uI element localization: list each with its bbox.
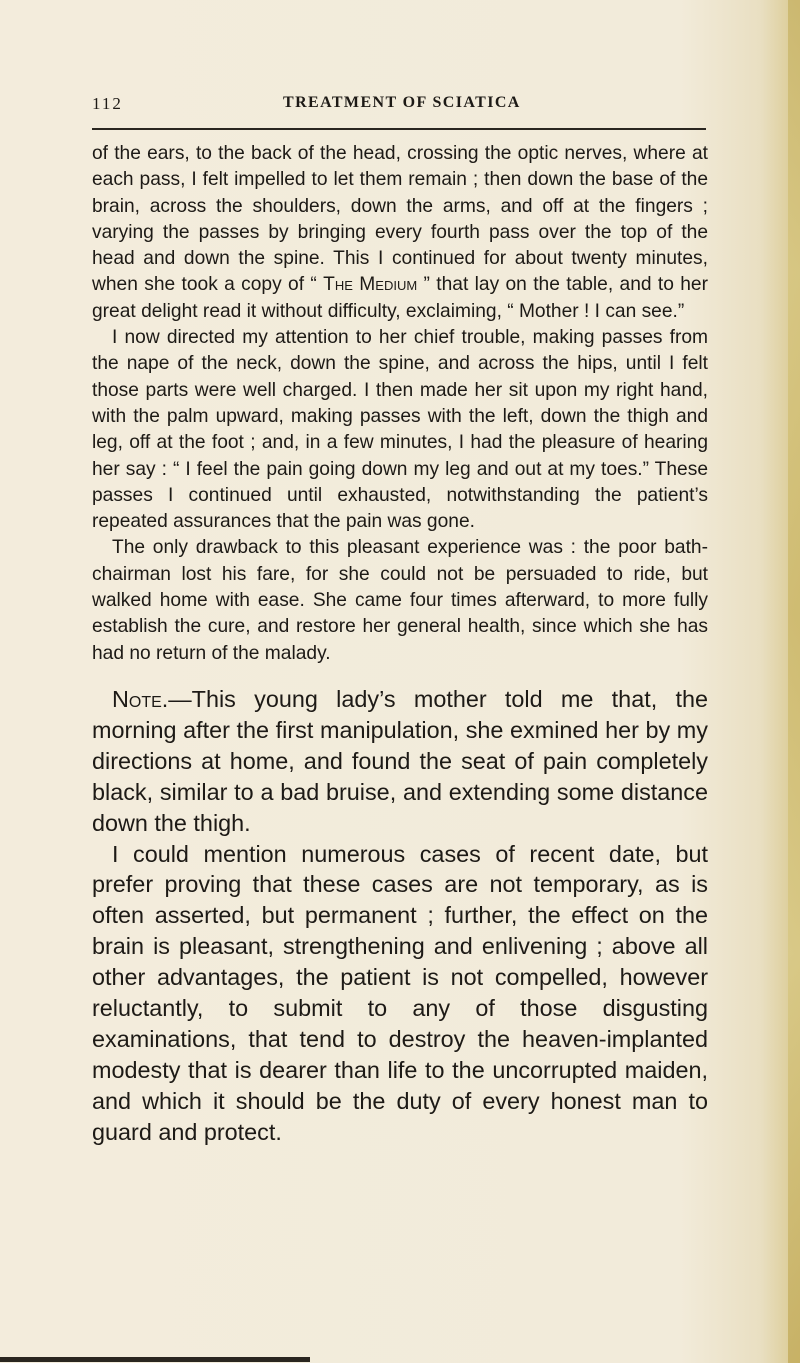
bottom-edge-shadow <box>0 1357 310 1362</box>
page-header <box>0 94 800 118</box>
paragraph-1-text: of the ears, to the back of the head, crossing the optic nerves, where at each pass, I felt impelled to let them remain ; then down the base of the brain, across the shoulders, down the arms, and off at the fingers ; varying the passes by bringing every fourth pass over the top of the head and down the spine. This I continued for about twenty minutes, when she took a copy of “ <box>92 143 708 296</box>
paragraph-2: I now directed my attention to her chief trouble, making passes from the nape of the neck, down the spine, and across the hips, until I felt those parts were well charged. I then made her sit upon my right hand, with the palm upward, making passes with the left, down the thigh and leg, off at the foot ; and, in a few minutes, I had the pleasure of hearing her say : “ I feel the pain going down my leg and out at my toes.” These passes I continued until exhausted, notwithstanding the patient’s repeated assurances that the pain was gone. <box>92 327 708 533</box>
page-number: 112 <box>92 94 123 113</box>
note-paragraph-1 <box>92 684 708 839</box>
main-text <box>92 141 708 667</box>
running-head: TREATMENT OF SCIATICA <box>283 94 521 111</box>
paragraph-1 <box>92 141 708 325</box>
page-edge <box>788 0 800 1363</box>
note-section <box>92 684 708 1148</box>
paragraph-3: The only drawback to this pleasant experience was : the poor bath-chairman lost his fare, for she could not be persuaded to ride, but walked home with ease. She came four times afterward, to more fully establish the cure, and restore her general health, since which she has had no return of the malady. <box>92 537 708 664</box>
header-rule <box>92 128 706 130</box>
note-paragraph-1-text: .—This young lady’s mother told me that, the morning after the first manipulation, she exmined her by my directions at home, and found the seat of pain completely black, similar to a bad bruise, and extending some distance down the thigh. <box>92 686 708 836</box>
note-paragraph-2: I could mention numerous cases of recent date, but prefer proving that these cases are not temporary, as is often asserted, but permanent ; further, the effect on the brain is pleasant, strengthening and enlivening ; above all other advantages, the patient is not compelled, however reluctantly, to submit to any of those disgusting examinations, that tend to destroy the heaven-implanted modesty that is dearer than life to the uncorrupted maiden, and which it should be the duty of every honest man to guard and protect. <box>92 840 708 1145</box>
paragraph-1-end: ” that lay on the table, and to her great delight read it without difficulty, exclaiming, “ Mother ! I can see.” <box>92 274 708 322</box>
note-label: Note <box>112 686 162 712</box>
book-title: The Medium <box>323 274 418 296</box>
